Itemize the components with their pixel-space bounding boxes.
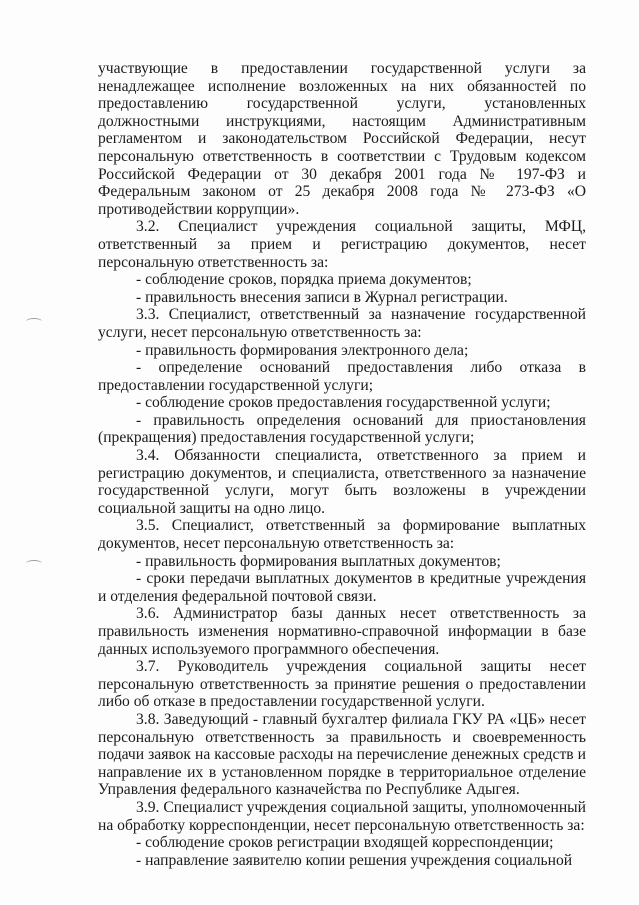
paragraph-3-2: 3.2. Специалист учреждения социальной защиты, МФЦ, ответственный за прием и регистрацию документов, несет персональную ответственность за: bbox=[98, 218, 586, 271]
paragraph-3-4: 3.4. Обязанности специалиста, ответственного за прием и регистрацию документов, и специалиста, ответственного за назначение государственной услуги, могут быть возложены в учреждении социальной защиты на одно лицо. bbox=[98, 447, 586, 517]
list-item: - правильность формирования электронного дела; bbox=[136, 341, 469, 359]
paragraph-3-6: 3.6. Администратор базы данных несет ответственность за правильность изменения нормативно-справочной информации в базе данных используемого программного обеспечения. bbox=[98, 605, 586, 658]
list-item: - соблюдение сроков предоставления государственной услуги; bbox=[136, 394, 551, 412]
list-item: - правильность формирования выплатных документов; bbox=[136, 552, 501, 570]
paragraph-3-3: 3.3. Специалист, ответственный за назначение государственной услуги, несет персональную ответственность за: bbox=[98, 306, 586, 341]
paragraph-3-1-continuation: участвующие в предоставлении государственной услуги за ненадлежащее исполнение возложенных на них обязанностей по предоставлению государственной услуги, установленных должностными инструкциями, настоящим Административным регламентом и законодательством Российской Федерации, несут персональную ответственность в соответствии с Трудовым кодексом Российской Федерации от 30 декабря 2001 года № 197-ФЗ и Федеральным законом от 25 декабря 2008 года № 273-ФЗ «О противодействии коррупции». bbox=[98, 60, 586, 218]
punch-hole-mark-top bbox=[26, 318, 42, 325]
paragraph-3-5: 3.5. Специалист, ответственный за формирование выплатных документов, несет персональную ответственность за: bbox=[98, 517, 586, 553]
list-item: - соблюдение сроков, порядка приема документов; bbox=[136, 271, 472, 289]
list-item: - направление заявителю копии решения учреждения социальной bbox=[136, 851, 573, 869]
paragraph-3-9: 3.9. Специалист учреждения социальной защиты, уполномоченный на обработку корреспонденции, несет персональную ответственность за: bbox=[98, 798, 586, 834]
list-item: - соблюдение сроков регистрации входящей корреспонденции; bbox=[136, 834, 554, 852]
list-item: - правильность внесения записи в Журнал регистрации. bbox=[136, 288, 508, 306]
list-item: - определение оснований предоставления либо отказа в предоставлении государственной услуги; bbox=[98, 359, 586, 394]
document-body bbox=[98, 60, 586, 869]
list-item: - сроки передачи выплатных документов в кредитные учреждения и отделения федеральной почтовой связи. bbox=[98, 570, 586, 605]
paragraph-3-8: 3.8. Заведующий - главный бухгалтер филиала ГКУ РА «ЦБ» несет персональную ответственность за правильность и своевременность подачи заявок на кассовые расходы на перечисление денежных средств и направление их в установленном порядке в территориальное отделение Управления федерального казначейства по Республике Адыгея. bbox=[98, 710, 586, 799]
list-item: - правильность определения оснований для приостановления (прекращения) предоставления государственной услуги; bbox=[98, 411, 586, 447]
punch-hole-mark-bottom bbox=[26, 560, 42, 567]
paragraph-3-7: 3.7. Руководитель учреждения социальной защиты несет персональную ответственность за принятие решения о предоставлении либо об отказе в предоставлении государственной услуги. bbox=[98, 658, 586, 711]
